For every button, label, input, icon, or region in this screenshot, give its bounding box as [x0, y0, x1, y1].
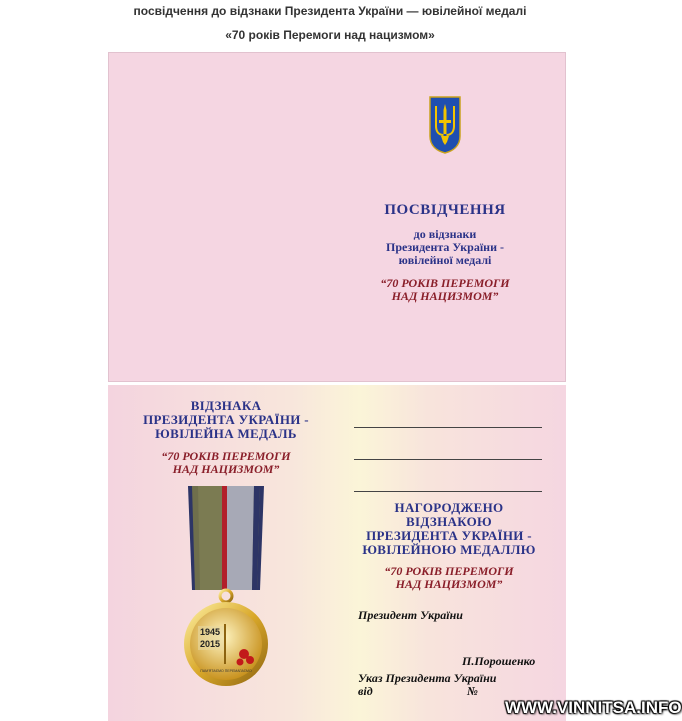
inner-left-medal-line: “70 РОКІВ ПЕРЕМОГИ: [161, 449, 291, 463]
blank-line: [354, 427, 542, 428]
inner-left-title-line: ВІДЗНАКА: [190, 398, 262, 413]
awarded-medal-line: “70 РОКІВ ПЕРЕМОГИ: [384, 564, 514, 578]
cover-medal-name: [360, 277, 530, 303]
awarded-title-line: ЮВІЛЕЙНОЮ МЕДАЛЛЮ: [362, 542, 536, 557]
awarded-title-line: ВІДЗНАКОЮ: [406, 514, 492, 529]
cover-medal-line: НАД НАЦИЗМОМ”: [391, 289, 499, 303]
inner-left-title-line: ПРЕЗИДЕНТА УКРАЇНИ -: [143, 412, 309, 427]
watermark: WWW.VINNITSA.INFO: [505, 698, 682, 717]
awarded-medal-line: НАД НАЦИЗМОМ”: [395, 577, 503, 591]
decree-label: Указ Президента України: [358, 671, 497, 685]
awarded-title-line: НАГОРОДЖЕНО: [394, 500, 504, 515]
signer-name: П.Порошенко: [462, 654, 536, 668]
blank-line: [354, 459, 542, 460]
awarded-title: [340, 501, 558, 557]
awarded-medal-name: [340, 565, 558, 591]
president-label: Президент України: [358, 608, 463, 622]
inner-left-medal-line: НАД НАЦИЗМОМ”: [172, 462, 280, 476]
blank-line: [354, 491, 542, 492]
cover-subtitle: [360, 228, 530, 267]
cover-subtitle-line: ювілейної медалі: [398, 253, 492, 267]
cover-subtitle-line: Президента України -: [386, 240, 504, 254]
cover-subtitle-line: до відзнаки: [413, 227, 477, 241]
awarded-title-line: ПРЕЗИДЕНТА УКРАЇНИ -: [366, 528, 532, 543]
inner-left-medal-name: [118, 450, 334, 476]
cover-title: ПОСВІДЧЕННЯ: [384, 202, 506, 218]
number-label: №: [467, 684, 478, 698]
inner-left-title-line: ЮВІЛЕЙНА МЕДАЛЬ: [155, 426, 297, 441]
from-label: від: [358, 684, 373, 698]
medal-image: [178, 486, 274, 700]
cover-medal-line: “70 РОКІВ ПЕРЕМОГИ: [380, 276, 510, 290]
medal-year-bottom: 2015: [200, 639, 221, 649]
trident-icon: [429, 96, 461, 154]
inner-left-title: [118, 399, 334, 441]
medal-year-top: 1945: [200, 627, 221, 637]
caption-line-2: «70 років Перемоги над нацизмом»: [225, 28, 435, 42]
caption-line-1: посвідчення до відзнаки Президента України — ювілейної медалі: [133, 4, 527, 18]
medal-inscription: ПАМ'ЯТАЄМО ПЕРЕМАГАЄМО: [200, 669, 252, 673]
